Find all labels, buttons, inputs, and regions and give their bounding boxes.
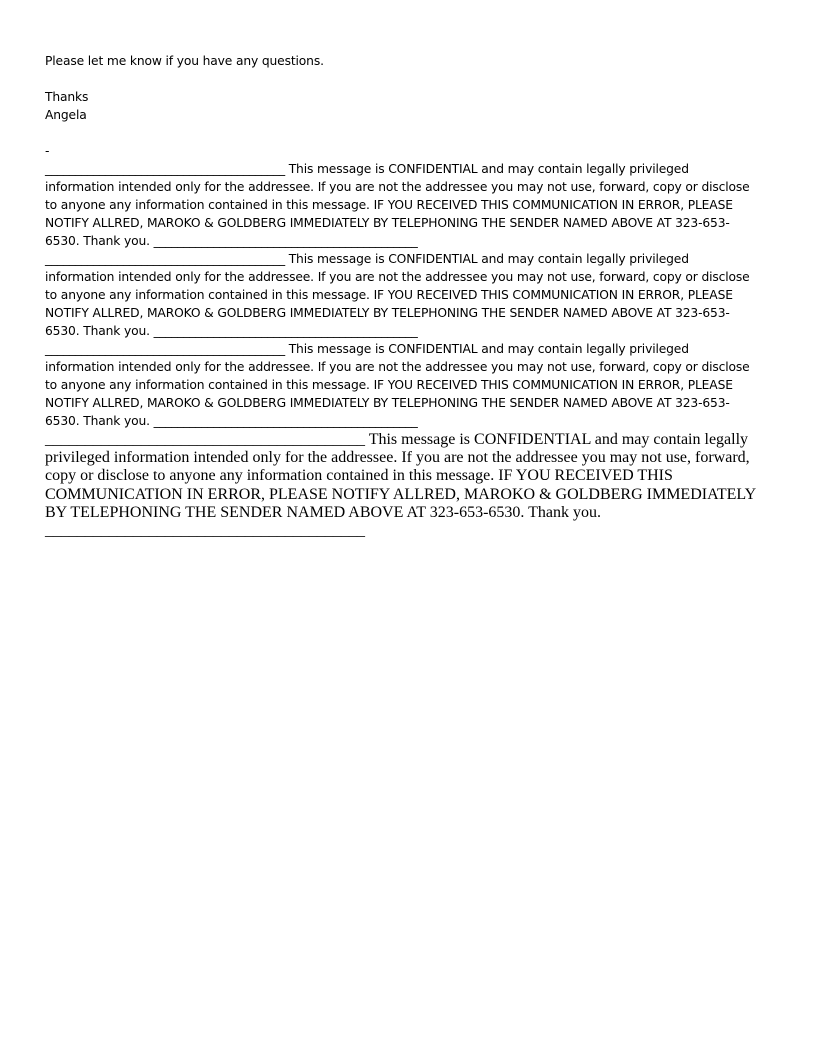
closing-line: Please let me know if you have any questions. [45, 54, 324, 68]
email-body [45, 52, 761, 430]
document-page [45, 52, 761, 540]
signature-name: Angela [45, 108, 87, 122]
confidentiality-notice: ________________________________________ This message is CONFIDENTIAL and may contain legally privileged information intended only for the addressee. If you are not the addressee you may not use, forward, copy or disclose to anyone any information contained in this message. IF YOU RECEIVED THIS COMMUNICATION IN ERROR, PLEASE NOTIFY ALLRED, MAROKO & GOLDBERG IMMEDIATELY BY TELEPHONING THE SENDER NAMED ABOVE AT 323-653-6530. Thank you. ____________________________________________ [45, 342, 750, 428]
final-notice-text: ________________________________________ This message is CONFIDENTIAL and may contain legally privileged information intended only for the addressee. If you are not the addressee you may not use, forward, copy or disclose to anyone any information contained in this message. IF YOU RECEIVED THIS COMMUNICATION IN ERROR, PLEASE NOTIFY ALLRED, MAROKO & GOLDBERG IMMEDIATELY BY TELEPHONING THE SENDER NAMED ABOVE AT 323-653-6530. Thank you. [45, 431, 756, 521]
confidentiality-notice: ________________________________________ This message is CONFIDENTIAL and may contain legally privileged information intended only for the addressee. If you are not the addressee you may not use, forward, copy or disclose to anyone any information contained in this message. IF YOU RECEIVED THIS COMMUNICATION IN ERROR, PLEASE NOTIFY ALLRED, MAROKO & GOLDBERG IMMEDIATELY BY TELEPHONING THE SENDER NAMED ABOVE AT 323-653-6530. Thank you. ____________________________________________ [45, 252, 750, 338]
confidentiality-notice: ________________________________________ This message is CONFIDENTIAL and may contain legally privileged information intended only for the addressee. If you are not the addressee you may not use, forward, copy or disclose to anyone any information contained in this message. IF YOU RECEIVED THIS COMMUNICATION IN ERROR, PLEASE NOTIFY ALLRED, MAROKO & GOLDBERG IMMEDIATELY BY TELEPHONING THE SENDER NAMED ABOVE AT 323-653-6530. Thank you. ____________________________________________ [45, 162, 750, 248]
spacer [45, 124, 761, 142]
final-underscore-rule: ________________________________________ [45, 522, 365, 540]
confidentiality-notice-final [45, 431, 761, 540]
spacer [45, 70, 761, 88]
signature-separator: - [45, 144, 50, 158]
thanks-line: Thanks [45, 90, 89, 104]
